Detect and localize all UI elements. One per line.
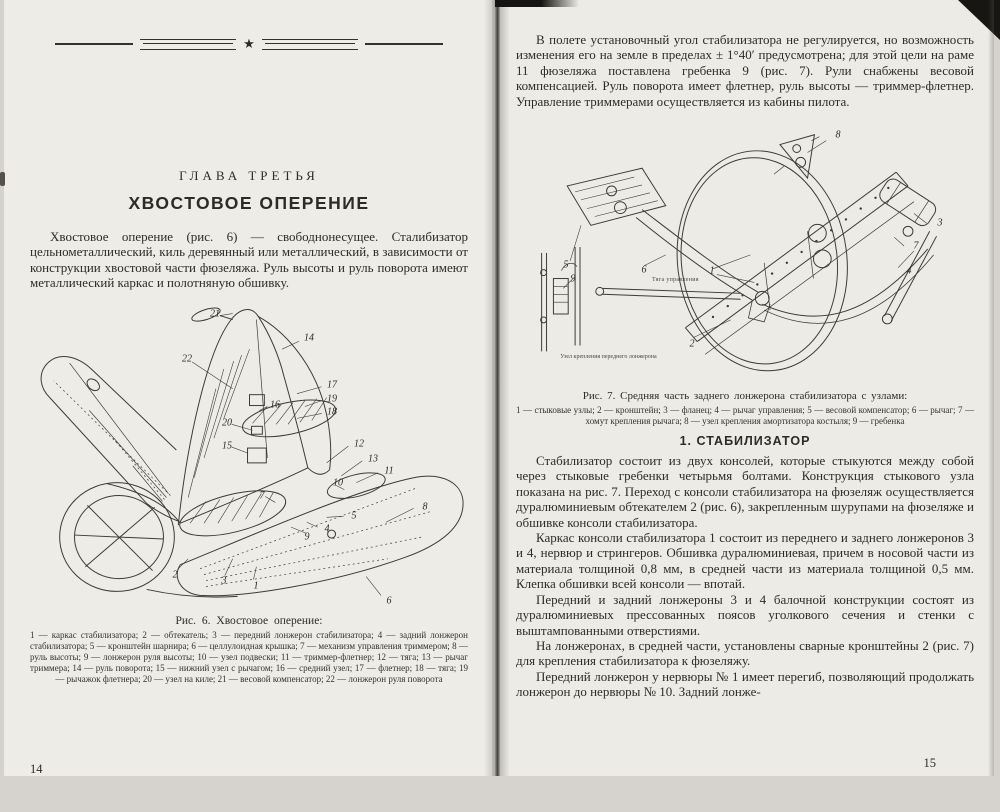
- figure-callout-22: 22: [182, 353, 192, 365]
- figure-callout-9: 9: [570, 273, 576, 285]
- paragraph: Передний лонжерон у нервюры № 1 имеет перегиб, позволяющий продолжать лонжерон до нервюры № 10. Задний лонже-: [516, 668, 974, 700]
- figure-callout-11: 11: [384, 465, 394, 477]
- figure-7-legend: 1 — стыковые узлы; 2 — кронштейн; 3 — фланец; 4 — рычаг управления; 5 — весовой компенсатор; 6 — рычаг; 7 — хомут крепления рычага; 8 — узел крепления амортизатора костыля; 9 — гребенка: [516, 405, 974, 427]
- chapter-ornament: [30, 36, 468, 52]
- figure-callout-12: 12: [354, 438, 364, 450]
- figure-7-callouts: [516, 113, 974, 383]
- figure-callout-5: 5: [351, 510, 357, 522]
- figure-callout-5: 5: [563, 259, 569, 271]
- page-number-left: 14: [30, 762, 43, 776]
- scan-speck: [0, 172, 5, 186]
- figure-callout-7: 7: [913, 240, 919, 252]
- figure-6-legend: 1 — каркас стабилизатора; 2 — обтекатель; 3 — передний лонжерон стабилизатора; 4 — задний лонжерон стабилизатора; 5 — кронштейн шарнира; 6 — целлулоидная крышка; 7 — механизм управления триммером; 8 — руль высоты; 9 — лонжерон руля высоты; 10 — узел подвески; 11 — триммер-флетнер; 12 — тяга; 13 — рычаг триммера; 14 — руль поворота; 15 — нижний узел с рычагом; 16 — средний узел; 17 — флетнер; 18 — тяга; 19 — рычажок флетнера; 20 — узел на киле; 21 — весовой компенсатор; 22 — лонжерон руля поворота: [30, 629, 468, 684]
- figure-6-caption: Рис. 6. Хвостовое оперение:: [175, 614, 323, 627]
- figure-callout-21: 21: [210, 308, 220, 320]
- figure-callout-19: 19: [327, 393, 337, 405]
- ornament-bars: [262, 39, 358, 50]
- figure-callout-9: 9: [304, 531, 310, 543]
- figure-callout-18: 18: [327, 406, 337, 418]
- figure-callout-2: 2: [172, 569, 178, 581]
- figure-6: [30, 298, 470, 608]
- figure-callout-13: 13: [368, 453, 378, 465]
- page-number-right: 15: [923, 756, 936, 770]
- figure-callout-8: 8: [422, 501, 428, 513]
- chapter-label: ГЛАВА ТРЕТЬЯ: [179, 168, 319, 183]
- section-heading: 1. СТАБИЛИЗАТОР: [679, 434, 811, 449]
- figure-7-inset-caption: Узел крепления переднего лонжерона: [560, 354, 657, 361]
- figure-callout-1: 1: [709, 265, 715, 277]
- paragraph: Стабилизатор состоит из двух консолей, которые стыкуются между собой через стыковые гребенки четырьмя болтами. Конструкция стыкового узла показана на рис. 7. Переход с консоли стабилизатора на фюзеляж осуществляется дуралюминиевым обтекателем 2 (рис. 6), закрепленным шурупами на фюзеляже и обшивке консоли стабилизатора.: [516, 453, 974, 530]
- ornament-bars: [140, 39, 236, 50]
- page-right: [500, 0, 994, 776]
- figure-callout-17: 17: [327, 379, 337, 391]
- figure-7: [516, 113, 974, 383]
- figure-callout-2: 2: [689, 338, 695, 350]
- figure-callout-4: 4: [906, 265, 912, 277]
- figure-callout-10: 10: [333, 477, 343, 489]
- paragraph: Передний и задний лонжероны 3 и 4 балочной конструкции состоят из дуралюминиевых прессованных поясов уголкового сечения и стенки с выштампованными отверстиями.: [516, 591, 974, 638]
- ornament-line: [55, 43, 133, 45]
- figure-callout-6: 6: [386, 595, 392, 607]
- page-left: [4, 0, 492, 776]
- intro-paragraph: Хвостовое оперение (рис. 6) — свободнонесущее. Сталибизатор цельнометаллический, киль деревянный или металлический, в зависимости от конструкции хвостовой части фюзеляжа. Руль высоты и руль поворота имеют металлический каркас и полотняную обшивку.: [30, 229, 468, 291]
- paragraph: Каркас консоли стабилизатора 1 состоит из переднего и заднего лонжеронов 3 и 4, нервюр и стрингеров. Обшивка дуралюминиевая, причем в носовой части из материала толщиной 0,8 мм, в средней части из материала толщиной 0,5 мм. Клепка обшивки всей консоли — впотай.: [516, 530, 974, 592]
- figure-callout-1: 1: [253, 580, 259, 592]
- figure-7-rod-label: Тяга управления: [652, 277, 699, 284]
- figure-callout-14: 14: [304, 332, 314, 344]
- figure-6-callouts: [30, 298, 470, 608]
- figure-7-caption: Рис. 7. Средняя часть заднего лонжерона стабилизатора с узлами:: [582, 390, 908, 403]
- star-icon: ★: [243, 36, 255, 51]
- paragraph: На лонжеронах, в средней части, установлены сварные кронштейны 2 (рис. 7) для крепления стабилизатора к фюзеляжу.: [516, 637, 974, 669]
- figure-callout-20: 20: [222, 417, 232, 429]
- figure-callout-15: 15: [222, 440, 232, 452]
- figure-callout-6: 6: [641, 264, 647, 276]
- figure-callout-8: 8: [835, 129, 841, 141]
- figure-callout-7: 7: [259, 490, 265, 502]
- figure-callout-16: 16: [270, 399, 280, 411]
- chapter-title: ХВОСТОВОЕ ОПЕРЕНИЕ: [128, 193, 370, 213]
- figure-callout-3: 3: [221, 575, 227, 587]
- figure-callout-4: 4: [324, 523, 330, 535]
- ornament-line: [365, 43, 443, 45]
- paragraph: В полете установочный угол стабилизатора не регулируется, но возможность изменения его на земле в пределах ± 1°40′ предусмотрена; для этой цели на раме 11 фюзеляжа поставлена гребенка 9 (рис. 7). Рули снабжены весовой компенсацией. Руль поворота имеет флетнер, руль высоты — триммер-флетнер. Управление триммерами осуществляется из кабины пилота.: [516, 32, 974, 109]
- figure-callout-3: 3: [937, 217, 943, 229]
